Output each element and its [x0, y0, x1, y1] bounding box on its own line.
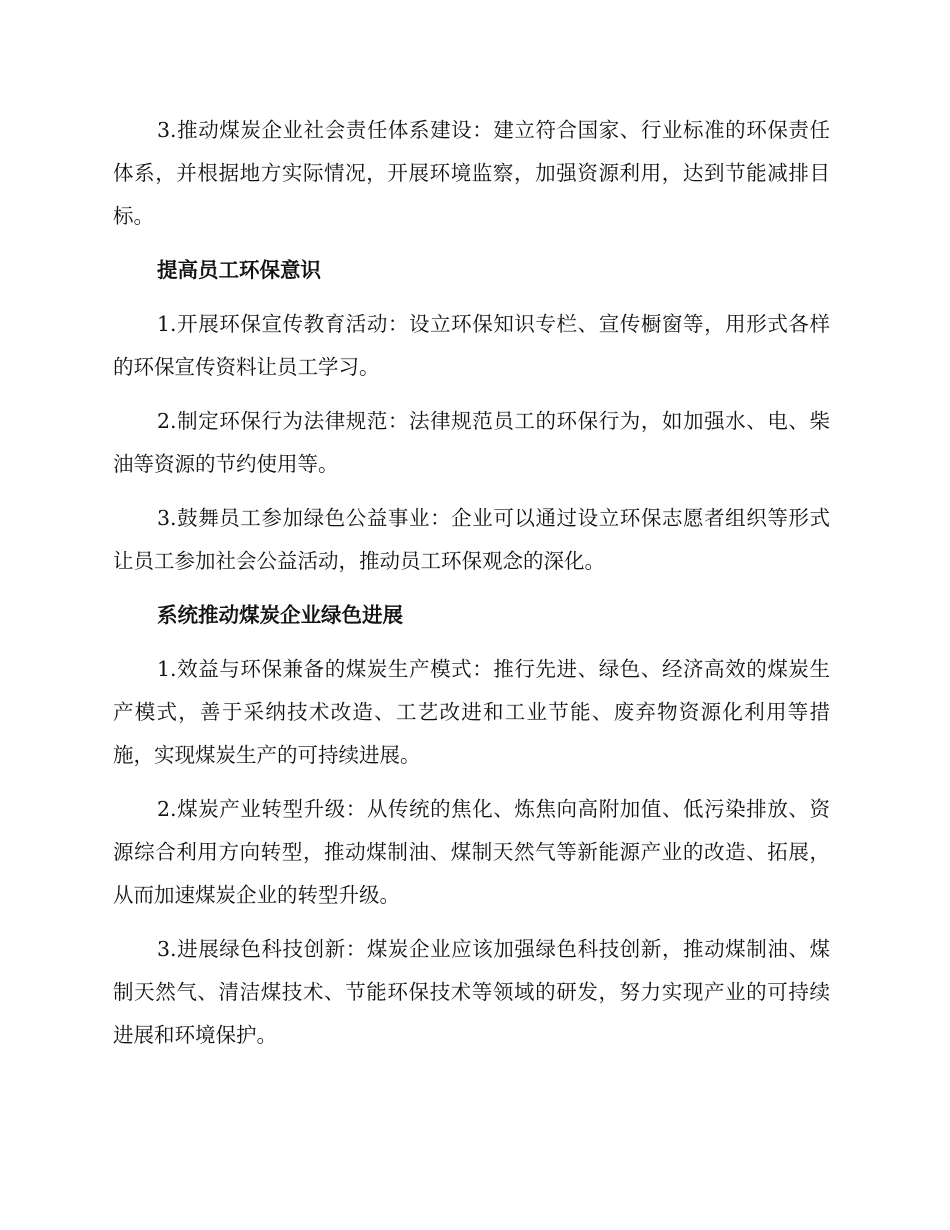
section-heading-green-development: 系统推动煤炭企业绿色进展	[157, 603, 403, 627]
paragraph-education-activities: 1.开展环保宣传教育活动：设立环保知识专栏、宣传橱窗等，用形式各样的环保宣传资料让员工学习。	[113, 312, 830, 379]
spacer	[113, 486, 830, 497]
spacer	[113, 238, 830, 249]
paragraph-production-mode: 1.效益与环保兼备的煤炭生产模式：推行先进、绿色、经济高效的煤炭生产模式，善于采纳技术改造、工艺改进和工业节能、废弃物资源化利用等措施，实现煤炭生产的可持续进展。	[113, 657, 830, 767]
spacer	[113, 637, 830, 648]
paragraph-tech-innovation: 3.进展绿色科技创新：煤炭企业应该加强绿色科技创新，推动煤制油、煤制天然气、清洁煤技术、节能环保技术等领域的研发，努力实现产业的可持续进展和环境保护。	[113, 937, 830, 1047]
paragraph-public-welfare: 3.鼓舞员工参加绿色公益事业：企业可以通过设立环保志愿者组织等形式让员工参加社会公益活动，推动员工环保观念的深化。	[113, 506, 830, 573]
spacer	[113, 292, 830, 303]
spacer	[113, 583, 830, 594]
paragraph-industry-upgrade: 2.煤炭产业转型升级：从传统的焦化、炼焦向高附加值、低污染排放、资源综合利用方向转型，推动煤制油、煤制天然气等新能源产业的改造、拓展，从而加速煤炭企业的转型升级。	[113, 797, 830, 907]
paragraph-csr-system: 3.推动煤炭企业社会责任体系建设：建立符合国家、行业标准的环保责任体系，并根据地方实际情况，开展环境监察，加强资源利用，达到节能减排目标。	[113, 118, 830, 228]
spacer	[113, 777, 830, 788]
paragraph-behavior-norms: 2.制定环保行为法律规范：法律规范员工的环保行为，如加强水、电、柴油等资源的节约使用等。	[113, 409, 830, 476]
spacer	[113, 389, 830, 400]
spacer	[113, 917, 830, 928]
section-heading-employee-awareness: 提高员工环保意识	[157, 258, 321, 282]
